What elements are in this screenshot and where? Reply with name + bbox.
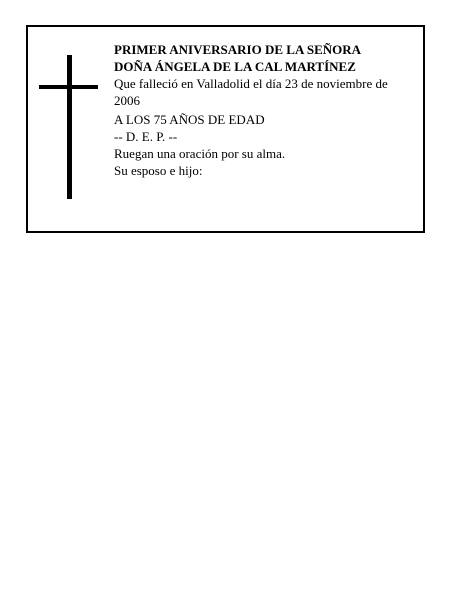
cross-horizontal-bar [39,85,98,89]
family-line: Su esposo e hijo: [114,163,203,178]
notice-title-line-2: DOÑA ÁNGELA DE LA CAL MARTÍNEZ [114,59,356,74]
cross-vertical-bar [67,55,72,199]
notice-title-line-1: PRIMER ANIVERSARIO DE LA SEÑORA [114,42,362,57]
age-line: A LOS 75 AÑOS DE EDAD [114,112,265,127]
rip-line: -- D. E. P. -- [114,129,178,144]
death-info: Que falleció en Valladolid el día 23 de noviembre de 2006 [114,76,388,108]
obituary-notice [26,25,425,233]
notice-text-block [114,41,414,179]
prayer-request: Ruegan una oración por su alma. [114,146,286,161]
